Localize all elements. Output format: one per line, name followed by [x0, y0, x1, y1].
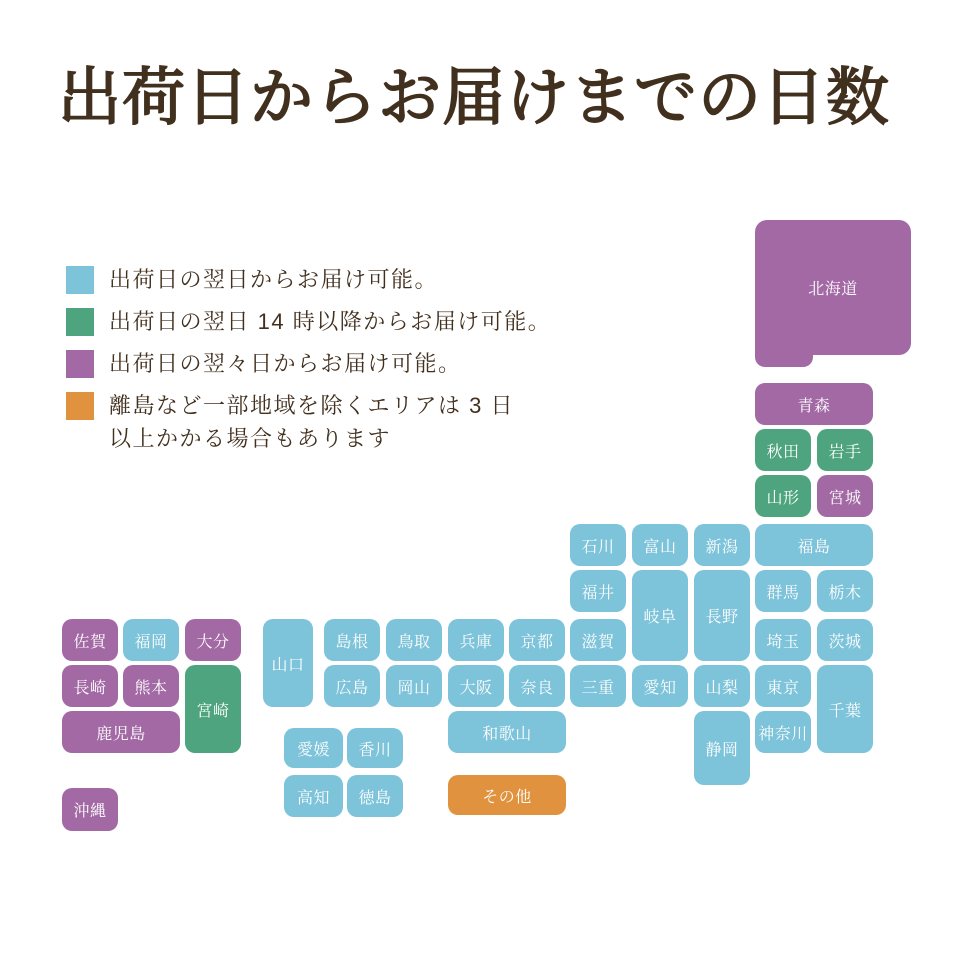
prefecture-okayama-label: 岡山 — [397, 679, 431, 697]
prefecture-saitama-label: 埼玉 — [766, 633, 800, 651]
prefecture-kumamoto — [123, 665, 179, 707]
prefecture-fukushima — [755, 524, 873, 566]
legend-text-line: 以上かかる場合もあります — [109, 426, 392, 451]
prefecture-shiga — [570, 619, 626, 661]
prefecture-wakayama-label: 和歌山 — [482, 725, 532, 743]
prefecture-gunma — [755, 570, 811, 612]
prefecture-fukui — [570, 570, 626, 612]
prefecture-fukuoka — [123, 619, 179, 661]
prefecture-miyagi-label: 宮城 — [828, 489, 862, 507]
prefecture-kagoshima — [62, 711, 180, 753]
prefecture-mie-label: 三重 — [581, 679, 615, 697]
prefecture-ibaraki-label: 茨城 — [828, 633, 862, 651]
prefecture-gunma-label: 群馬 — [766, 584, 800, 602]
prefecture-fukushima-label: 福島 — [797, 538, 831, 556]
prefecture-aichi — [632, 665, 688, 707]
prefecture-gifu — [632, 570, 688, 661]
prefecture-toyama-label: 富山 — [643, 538, 677, 556]
prefecture-kagoshima-label: 鹿児島 — [96, 725, 146, 743]
prefecture-mie — [570, 665, 626, 707]
prefecture-ehime-label: 愛媛 — [296, 741, 330, 759]
prefecture-oita — [185, 619, 241, 661]
prefecture-shimane — [324, 619, 380, 661]
prefecture-toyama — [632, 524, 688, 566]
prefecture-chiba-label: 千葉 — [828, 702, 862, 720]
prefecture-saga — [62, 619, 118, 661]
prefecture-yamanashi — [694, 665, 750, 707]
other-areas-block-label: その他 — [482, 788, 532, 806]
prefecture-ehime — [284, 728, 343, 768]
prefecture-niigata — [694, 524, 750, 566]
prefecture-yamagata — [755, 475, 811, 517]
prefecture-nagano-label: 長野 — [705, 609, 739, 626]
prefecture-miyazaki-label: 宮崎 — [196, 702, 230, 720]
prefecture-saitama — [755, 619, 811, 661]
prefecture-nara-label: 奈良 — [520, 679, 554, 697]
prefecture-ibaraki — [817, 619, 873, 661]
prefecture-okinawa-label: 沖縄 — [73, 803, 107, 820]
prefecture-kochi — [284, 775, 343, 817]
prefecture-kanagawa-label: 神奈川 — [758, 725, 808, 743]
legend-text-line: 出荷日の翌日からお届け可能。 — [109, 267, 439, 292]
prefecture-hiroshima — [324, 665, 380, 707]
prefecture-kyoto-label: 京都 — [520, 633, 554, 651]
prefecture-tokushima-label: 徳島 — [358, 789, 392, 807]
prefecture-yamagata-label: 山形 — [766, 489, 800, 507]
hokkaido-peninsula — [755, 330, 813, 367]
prefecture-okayama — [386, 665, 442, 707]
prefecture-tottori — [386, 619, 442, 661]
prefecture-miyagi — [817, 475, 873, 517]
prefecture-miyazaki — [185, 665, 241, 753]
prefecture-akita — [755, 429, 811, 471]
prefecture-okinawa — [62, 788, 118, 831]
prefecture-aomori-label: 青森 — [797, 397, 831, 415]
prefecture-chiba — [817, 665, 873, 753]
prefecture-osaka — [448, 665, 504, 707]
prefecture-tottori-label: 鳥取 — [397, 633, 431, 651]
legend-text-line: 出荷日の翌日 14 時以降からお届け可能。 — [109, 309, 552, 334]
prefecture-hyogo-label: 兵庫 — [459, 633, 493, 651]
prefecture-hyogo — [448, 619, 504, 661]
prefecture-hiroshima-label: 広島 — [335, 679, 369, 697]
prefecture-shizuoka-label: 静岡 — [705, 741, 739, 759]
prefecture-shiga-label: 滋賀 — [581, 633, 615, 651]
prefecture-nara — [509, 665, 565, 707]
prefecture-niigata-label: 新潟 — [705, 538, 739, 556]
prefecture-yamaguchi-label: 山口 — [271, 656, 305, 674]
prefecture-aomori — [755, 383, 873, 425]
prefecture-kagawa-label: 香川 — [358, 741, 392, 759]
prefecture-nagasaki — [62, 665, 118, 707]
prefecture-yamanashi-label: 山梨 — [705, 679, 739, 697]
prefecture-shimane-label: 島根 — [335, 633, 369, 651]
prefecture-tochigi-label: 栃木 — [828, 584, 862, 602]
legend-text-line: 出荷日の翌々日からお届け可能。 — [109, 351, 462, 376]
prefecture-shizuoka — [694, 711, 750, 785]
prefecture-ishikawa — [570, 524, 626, 566]
prefecture-osaka-label: 大阪 — [459, 679, 493, 697]
prefecture-iwate — [817, 429, 873, 471]
prefecture-nagasaki-label: 長崎 — [73, 679, 107, 697]
prefecture-saga-label: 佐賀 — [73, 633, 107, 651]
prefecture-aichi-label: 愛知 — [643, 679, 677, 697]
prefecture-oita-label: 大分 — [196, 633, 230, 651]
page-title: 出荷日からお届けまでの日数 — [58, 63, 890, 133]
prefecture-ishikawa-label: 石川 — [581, 538, 615, 556]
prefecture-gifu-label: 岐阜 — [643, 609, 677, 626]
prefecture-kanagawa — [755, 711, 811, 753]
other-areas-block — [448, 775, 566, 815]
prefecture-fukui-label: 福井 — [581, 584, 615, 602]
prefecture-kumamoto-label: 熊本 — [134, 679, 168, 697]
prefecture-tochigi — [817, 570, 873, 612]
prefecture-nagano — [694, 570, 750, 661]
prefecture-hokkaido-label: 北海道 — [808, 281, 858, 298]
prefecture-kochi-label: 高知 — [296, 789, 330, 807]
prefecture-tokyo-label: 東京 — [766, 679, 800, 697]
prefecture-kagawa — [347, 728, 403, 768]
prefecture-kyoto — [509, 619, 565, 661]
legend-text-line: 離島など一部地域を除くエリアは 3 日 — [109, 393, 514, 418]
prefecture-tokyo — [755, 665, 811, 707]
prefecture-akita-label: 秋田 — [766, 443, 800, 461]
prefecture-iwate-label: 岩手 — [828, 443, 862, 461]
prefecture-fukuoka-label: 福岡 — [134, 633, 168, 651]
prefecture-tokushima — [347, 775, 403, 817]
prefecture-wakayama — [448, 711, 566, 753]
prefecture-yamaguchi — [263, 619, 313, 707]
